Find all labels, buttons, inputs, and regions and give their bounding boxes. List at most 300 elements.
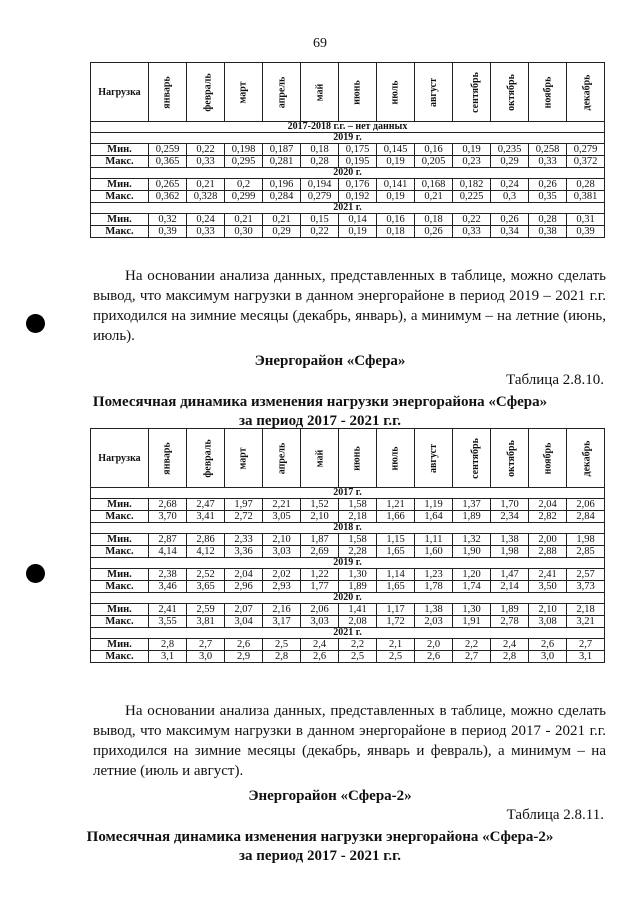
table-cell: 4,12: [187, 546, 225, 558]
table-number-2: Таблица 2.8.10.: [506, 372, 604, 388]
table-cell: 2,10: [263, 534, 301, 546]
month-label: октябрь: [505, 439, 517, 477]
year-section-title: 2017 г.: [91, 488, 605, 499]
table-cell: 1,19: [415, 499, 453, 511]
year-section-title: 2020 г.: [91, 593, 605, 604]
load-header: Нагрузка: [91, 63, 149, 122]
year-section-title: 2021 г.: [91, 628, 605, 639]
table-cell: 0,26: [491, 214, 529, 226]
year-section-row: [91, 133, 605, 144]
table-cell: 2,82: [529, 511, 567, 523]
table-cell: 1,70: [491, 499, 529, 511]
table-row: [91, 214, 605, 226]
load-header: Нагрузка: [91, 429, 149, 488]
month-label: апрель: [276, 442, 287, 474]
section-title-sfera: Энергорайон «Сфера»: [254, 353, 406, 369]
table-cell: 0,30: [225, 226, 263, 238]
table-cell: 0,28: [567, 179, 605, 191]
table-cell: 3,65: [187, 581, 225, 593]
load-table-1: [90, 62, 605, 238]
month-label: январь: [161, 441, 173, 475]
month-label: май: [313, 83, 325, 101]
table-cell: 1,41: [339, 604, 377, 616]
month-label: март: [238, 446, 249, 470]
table-cell: 0,22: [453, 214, 491, 226]
table-row: [91, 569, 605, 581]
table-cell: 1,38: [415, 604, 453, 616]
table-cell: 0,295: [225, 156, 263, 168]
table-cell: 0,182: [453, 179, 491, 191]
row-label: Макс.: [91, 616, 149, 628]
month-label: август: [427, 77, 439, 107]
page-number: 69: [313, 36, 327, 51]
table-cell: 2,87: [149, 534, 187, 546]
row-label: Мин.: [91, 639, 149, 651]
table-cell: 1,32: [453, 534, 491, 546]
table-cell: 0,19: [339, 226, 377, 238]
table-cell: 0,34: [491, 226, 529, 238]
row-label: Макс.: [91, 191, 149, 203]
month-header: [377, 63, 415, 122]
table-cell: 1,91: [453, 616, 491, 628]
row-label: Макс.: [91, 156, 149, 168]
table-cell: 0,225: [453, 191, 491, 203]
month-label: июль: [390, 79, 401, 105]
table-cell: 0,18: [301, 144, 339, 156]
year-section-title: 2017-2018 г.г. – нет данных: [91, 122, 605, 133]
month-header: [149, 63, 187, 122]
table-cell: 2,7: [453, 651, 491, 663]
table-cell: 3,21: [567, 616, 605, 628]
row-label: Макс.: [91, 651, 149, 663]
table-cell: 0,26: [529, 179, 567, 191]
table-cell: 3,17: [263, 616, 301, 628]
table-cell: 2,93: [263, 581, 301, 593]
table-cell: 2,52: [187, 569, 225, 581]
table-cell: 0,205: [415, 156, 453, 168]
year-section-title: 2019 г.: [91, 558, 605, 569]
table-cell: 2,08: [339, 616, 377, 628]
table-cell: 2,2: [339, 639, 377, 651]
table-cell: 0,39: [567, 226, 605, 238]
table-cell: 0,35: [529, 191, 567, 203]
table-cell: 0,32: [149, 214, 187, 226]
table-cell: 0,3: [491, 191, 529, 203]
table-cell: 0,21: [263, 214, 301, 226]
month-header: [529, 63, 567, 122]
table-cell: 0,22: [187, 144, 225, 156]
table-cell: 0,22: [301, 226, 339, 238]
table-cell: 2,38: [149, 569, 187, 581]
table-cell: 3,0: [187, 651, 225, 663]
table-cell: 0,175: [339, 144, 377, 156]
table-cell: 2,8: [263, 651, 301, 663]
table-cell: 3,50: [529, 581, 567, 593]
table-cell: 0,33: [529, 156, 567, 168]
row-label: Мин.: [91, 569, 149, 581]
month-header: [187, 63, 225, 122]
table-cell: 0,28: [529, 214, 567, 226]
table-cell: 3,46: [149, 581, 187, 593]
month-header: [263, 429, 301, 488]
month-header: [339, 429, 377, 488]
table-cell: 2,7: [567, 639, 605, 651]
table-cell: 0,14: [339, 214, 377, 226]
table-cell: 1,89: [491, 604, 529, 616]
paragraph-1: [93, 266, 606, 346]
month-header: [225, 63, 263, 122]
month-label: февраль: [202, 438, 214, 478]
year-section-row: [91, 168, 605, 179]
table-cell: 2,68: [149, 499, 187, 511]
table-cell: 0,259: [149, 144, 187, 156]
table-cell: 1,58: [339, 499, 377, 511]
table-row: [91, 616, 605, 628]
table-row: [91, 546, 605, 558]
table-cell: 0,19: [377, 156, 415, 168]
table-cell: 2,8: [149, 639, 187, 651]
table-cell: 3,81: [187, 616, 225, 628]
table-cell: 2,10: [529, 604, 567, 616]
table-cell: 0,279: [567, 144, 605, 156]
table-cell: 0,16: [415, 144, 453, 156]
month-header: [225, 429, 263, 488]
header-row: [91, 63, 605, 122]
row-label: Мин.: [91, 604, 149, 616]
table-cell: 3,08: [529, 616, 567, 628]
table-cell: 2,47: [187, 499, 225, 511]
table-cell: 2,14: [491, 581, 529, 593]
table-cell: 0,196: [263, 179, 301, 191]
table-cell: 0,15: [301, 214, 339, 226]
table-cell: 2,72: [225, 511, 263, 523]
row-label: Макс.: [91, 226, 149, 238]
load-table-2: [90, 428, 605, 663]
paragraph-2-text: На основании анализа данных, представленных в таблице, можно сделать вывод, что максимум нагрузки в данном энергорайоне в период 2017 - 2021 г.г. приходился на зимние месяцы (декабрь, январь и февраль), а минимум – на летние (июль и август).: [93, 703, 606, 779]
year-section-row: [91, 628, 605, 639]
row-label: Мин.: [91, 534, 149, 546]
table-cell: 0,31: [567, 214, 605, 226]
table-cell: 0,21: [225, 214, 263, 226]
table-row: [91, 191, 605, 203]
paragraph-1-text: На основании анализа данных, представленных в таблице, можно сделать вывод, что максимум нагрузки в данном энергорайоне в период 2019 – 2021 г.г. приходился на зимние месяцы (декабрь, январь), а минимум – на летние (июнь, июль).: [93, 268, 606, 344]
table-cell: 0,28: [301, 156, 339, 168]
table-cell: 1,52: [301, 499, 339, 511]
year-section-title: 2018 г.: [91, 523, 605, 534]
table-cell: 2,6: [415, 651, 453, 663]
table-cell: 2,06: [301, 604, 339, 616]
month-label: ноябрь: [542, 76, 553, 108]
table-cell: 1,38: [491, 534, 529, 546]
table-row: [91, 639, 605, 651]
table-cell: 1,15: [377, 534, 415, 546]
month-label: сентябрь: [469, 437, 481, 479]
table-cell: 3,73: [567, 581, 605, 593]
table-caption-2-line1: Помесячная динамика изменения нагрузки энергорайона «Сфера»: [92, 394, 548, 410]
month-header: [301, 429, 339, 488]
month-label: январь: [161, 75, 173, 109]
table-cell: 2,59: [187, 604, 225, 616]
table-cell: 2,7: [187, 639, 225, 651]
table-cell: 0,145: [377, 144, 415, 156]
month-header: [187, 429, 225, 488]
month-header: [491, 63, 529, 122]
table-cell: 2,78: [491, 616, 529, 628]
table-cell: 0,365: [149, 156, 187, 168]
table-cell: 2,5: [339, 651, 377, 663]
month-header: [339, 63, 377, 122]
table-cell: 0,195: [339, 156, 377, 168]
year-section-title: 2020 г.: [91, 168, 605, 179]
table-cell: 1,89: [339, 581, 377, 593]
table-cell: 1,21: [377, 499, 415, 511]
table-cell: 2,8: [491, 651, 529, 663]
month-label: июнь: [351, 79, 363, 105]
table-cell: 0,235: [491, 144, 529, 156]
table-cell: 0,19: [377, 191, 415, 203]
table-cell: 3,70: [149, 511, 187, 523]
month-header: [415, 63, 453, 122]
table-cell: 4,14: [149, 546, 187, 558]
month-header: [263, 63, 301, 122]
table-row: [91, 581, 605, 593]
table-row: [91, 651, 605, 663]
table-cell: 0,21: [187, 179, 225, 191]
table-cell: 1,11: [415, 534, 453, 546]
table-cell: 1,17: [377, 604, 415, 616]
table-cell: 2,02: [263, 569, 301, 581]
table-cell: 0,328: [187, 191, 225, 203]
year-section-row: [91, 593, 605, 604]
table-cell: 1,60: [415, 546, 453, 558]
table-cell: 2,69: [301, 546, 339, 558]
table-cell: 0,29: [263, 226, 301, 238]
table-cell: 0,381: [567, 191, 605, 203]
table-cell: 1,72: [377, 616, 415, 628]
month-header: [567, 429, 605, 488]
table-cell: 0,284: [263, 191, 301, 203]
table-number-3: Таблица 2.8.11.: [506, 807, 604, 823]
table-row: [91, 144, 605, 156]
month-header: [415, 429, 453, 488]
table-cell: 2,03: [415, 616, 453, 628]
table-cell: 2,86: [187, 534, 225, 546]
year-section-title: 2021 г.: [91, 203, 605, 214]
table-cell: 0,19: [453, 144, 491, 156]
table-cell: 1,89: [453, 511, 491, 523]
table-cell: 3,1: [149, 651, 187, 663]
month-label: декабрь: [581, 74, 593, 110]
table-cell: 1,77: [301, 581, 339, 593]
table-cell: 0,18: [377, 226, 415, 238]
table-caption-3-line2: за период 2017 - 2021 г.г.: [239, 848, 401, 864]
table-row: [91, 604, 605, 616]
table-cell: 2,84: [567, 511, 605, 523]
table-cell: 1,30: [453, 604, 491, 616]
table-cell: 0,372: [567, 156, 605, 168]
table-cell: 0,176: [339, 179, 377, 191]
table-cell: 2,85: [567, 546, 605, 558]
table-cell: 2,04: [529, 499, 567, 511]
table-cell: 2,28: [339, 546, 377, 558]
table-cell: 2,6: [529, 639, 567, 651]
table-cell: 1,98: [491, 546, 529, 558]
year-section-row: [91, 523, 605, 534]
table-cell: 2,34: [491, 511, 529, 523]
table-cell: 3,1: [567, 651, 605, 663]
month-label: февраль: [202, 72, 214, 112]
table-cell: 2,18: [339, 511, 377, 523]
table-cell: 3,55: [149, 616, 187, 628]
month-header: [491, 429, 529, 488]
table-cell: 1,65: [377, 546, 415, 558]
table-cell: 2,18: [567, 604, 605, 616]
punch-hole-2: [26, 564, 45, 583]
table-cell: 0,24: [187, 214, 225, 226]
section-title-sfera-2: Энергорайон «Сфера-2»: [248, 788, 412, 804]
month-header: [149, 429, 187, 488]
table-caption-3-line1: Помесячная динамика изменения нагрузки энергорайона «Сфера-2»: [86, 829, 554, 845]
table-cell: 2,9: [225, 651, 263, 663]
month-label: июль: [390, 445, 401, 471]
table-cell: 2,33: [225, 534, 263, 546]
table-cell: 2,41: [529, 569, 567, 581]
table-cell: 2,41: [149, 604, 187, 616]
table-cell: 0,39: [149, 226, 187, 238]
table-row: [91, 511, 605, 523]
table-row: [91, 499, 605, 511]
table-cell: 1,47: [491, 569, 529, 581]
table-cell: 2,07: [225, 604, 263, 616]
table-cell: 1,37: [453, 499, 491, 511]
month-label: октябрь: [505, 73, 517, 111]
row-label: Макс.: [91, 546, 149, 558]
table-cell: 1,90: [453, 546, 491, 558]
year-section-title: 2019 г.: [91, 133, 605, 144]
table-cell: 1,78: [415, 581, 453, 593]
table-cell: 1,64: [415, 511, 453, 523]
table-cell: 2,57: [567, 569, 605, 581]
table-cell: 2,5: [377, 651, 415, 663]
table-cell: 2,6: [301, 651, 339, 663]
table-cell: 2,4: [491, 639, 529, 651]
table-cell: 0,187: [263, 144, 301, 156]
table-cell: 1,66: [377, 511, 415, 523]
table-cell: 0,21: [415, 191, 453, 203]
table-caption-2-line2: за период 2017 - 2021 г.г.: [239, 413, 401, 429]
row-label: Мин.: [91, 214, 149, 226]
table-cell: 3,0: [529, 651, 567, 663]
month-label: июнь: [351, 445, 363, 471]
table-cell: 2,88: [529, 546, 567, 558]
month-header: [529, 429, 567, 488]
table-cell: 3,04: [225, 616, 263, 628]
row-label: Мин.: [91, 499, 149, 511]
table-cell: 2,2: [453, 639, 491, 651]
table-cell: 1,14: [377, 569, 415, 581]
row-label: Макс.: [91, 581, 149, 593]
table-cell: 0,23: [453, 156, 491, 168]
table-row: [91, 534, 605, 546]
table-cell: 2,4: [301, 639, 339, 651]
table-cell: 1,65: [377, 581, 415, 593]
month-label: ноябрь: [542, 442, 553, 474]
month-label: май: [313, 449, 325, 467]
table-cell: 2,16: [263, 604, 301, 616]
table-cell: 1,97: [225, 499, 263, 511]
month-header: [301, 63, 339, 122]
table-cell: 0,16: [377, 214, 415, 226]
table-cell: 3,03: [263, 546, 301, 558]
table-cell: 3,36: [225, 546, 263, 558]
table-cell: 0,33: [187, 226, 225, 238]
table-row: [91, 179, 605, 191]
table-cell: 2,6: [225, 639, 263, 651]
table-cell: 1,87: [301, 534, 339, 546]
table-cell: 1,74: [453, 581, 491, 593]
table-cell: 0,192: [339, 191, 377, 203]
table-cell: 2,0: [415, 639, 453, 651]
month-header: [453, 429, 491, 488]
year-section-row: [91, 558, 605, 569]
table-cell: 0,299: [225, 191, 263, 203]
table-cell: 0,33: [187, 156, 225, 168]
table-cell: 0,279: [301, 191, 339, 203]
table-cell: 2,96: [225, 581, 263, 593]
table-cell: 0,141: [377, 179, 415, 191]
table-cell: 0,194: [301, 179, 339, 191]
year-section-row: [91, 122, 605, 133]
table-cell: 0,168: [415, 179, 453, 191]
month-label: август: [427, 443, 439, 473]
table-cell: 0,29: [491, 156, 529, 168]
table-cell: 1,30: [339, 569, 377, 581]
row-label: Мин.: [91, 179, 149, 191]
table-row: [91, 156, 605, 168]
table-cell: 0,33: [453, 226, 491, 238]
table-cell: 1,23: [415, 569, 453, 581]
table-cell: 0,281: [263, 156, 301, 168]
table-cell: 0,198: [225, 144, 263, 156]
table-cell: 2,10: [301, 511, 339, 523]
table-cell: 0,258: [529, 144, 567, 156]
row-label: Мин.: [91, 144, 149, 156]
month-label: апрель: [276, 76, 287, 108]
table-cell: 0,38: [529, 226, 567, 238]
table-cell: 3,03: [301, 616, 339, 628]
paragraph-2: [93, 701, 606, 781]
table-cell: 2,04: [225, 569, 263, 581]
table-cell: 1,98: [567, 534, 605, 546]
month-label: сентябрь: [469, 71, 481, 113]
year-section-row: [91, 488, 605, 499]
table-cell: 0,18: [415, 214, 453, 226]
table-cell: 3,41: [187, 511, 225, 523]
table-cell: 0,26: [415, 226, 453, 238]
table-cell: 1,20: [453, 569, 491, 581]
year-section-row: [91, 203, 605, 214]
table-cell: 1,58: [339, 534, 377, 546]
table-cell: 0,265: [149, 179, 187, 191]
month-header: [453, 63, 491, 122]
table-cell: 2,5: [263, 639, 301, 651]
row-label: Макс.: [91, 511, 149, 523]
month-label: март: [238, 80, 249, 104]
month-label: декабрь: [581, 440, 593, 476]
table-cell: 2,00: [529, 534, 567, 546]
table-cell: 0,24: [491, 179, 529, 191]
punch-hole-1: [26, 314, 45, 333]
